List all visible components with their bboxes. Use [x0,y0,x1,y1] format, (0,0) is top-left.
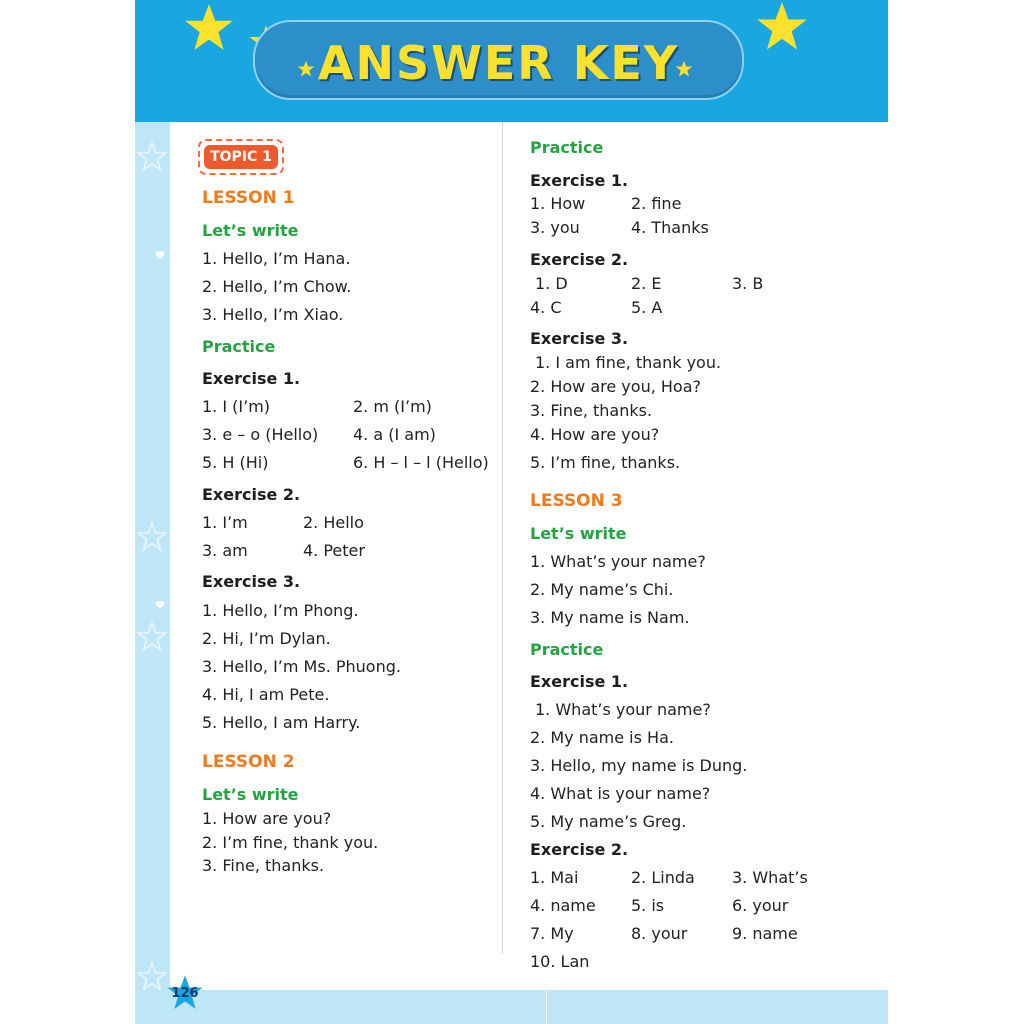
answer-item: 3. Fine, thanks. [530,401,653,420]
answer-item: 4. Hi, I am Pete. [202,685,330,704]
answer-item: 3. Hello, I’m Ms. Phuong. [202,657,401,676]
page-number: 126 [171,986,199,1001]
answer-item: 1. Hello, I’m Phong. [202,601,359,620]
answer-item: 3. Hello, my name is Dung. [530,756,748,775]
answer-item: 2. E [631,274,662,293]
column-divider [502,122,503,954]
answer-item: 3. you [530,218,580,237]
answer-item: 10. Lan [530,952,590,971]
exercise-heading: Exercise 1. [530,672,629,691]
answer-item: 1. I am fine, thank you. [535,353,722,372]
page-title: ANSWER KEY [317,36,680,90]
answer-item: 1. I (I’m) [202,397,271,416]
answer-item: 3. B [732,274,764,293]
answer-item: 4. a (I am) [353,425,436,444]
star-icon [755,0,809,54]
heart-icon [155,250,165,260]
lesson-heading: LESSON 1 [202,188,295,208]
answer-item: 2. Hello, I’m Chow. [202,277,352,296]
section-heading: Let’s write [530,524,627,543]
topic-label: TOPIC 1 [204,145,278,169]
answer-item: 5. H (Hi) [202,453,269,472]
star-outline-icon [137,622,167,652]
answer-item: 3. Fine, thanks. [202,856,325,875]
lesson-heading: LESSON 2 [202,752,295,772]
heart-icon [155,600,165,610]
title-pill [253,20,744,100]
answer-item: 5. is [631,896,665,915]
answer-item: 6. H – l – l (Hello) [353,453,489,472]
answer-item: 8. your [631,924,688,943]
answer-item: 4. Thanks [631,218,709,237]
answer-item: 1. Hello, I’m Hana. [202,249,351,268]
section-heading: Let’s write [202,221,299,240]
star-outline-icon [137,142,167,172]
exercise-heading: Exercise 2. [530,840,629,859]
page-number-badge [165,974,205,1010]
topic-badge [198,139,284,175]
answer-item: 5. My name’s Greg. [530,812,687,831]
answer-item: 5. A [631,298,663,317]
answer-item: 3. Hello, I’m Xiao. [202,305,344,324]
star-icon [183,2,235,54]
answer-item: 2. m (I’m) [353,397,432,416]
header-banner [135,0,888,122]
answer-item: 3. am [202,541,248,560]
answer-item: 4. C [530,298,562,317]
answer-item: 2. Hello [303,513,364,532]
answer-key-page [135,0,888,1024]
answer-item: 9. name [732,924,798,943]
section-heading: Practice [202,337,276,356]
star-outline-icon [137,522,167,552]
answer-item: 1. What’s your name? [535,700,711,719]
answer-item: 1. I’m [202,513,248,532]
exercise-heading: Exercise 3. [202,572,301,591]
answer-item: 4. How are you? [530,425,660,444]
section-heading: Practice [530,640,604,659]
exercise-heading: Exercise 1. [202,369,301,388]
answer-item: 4. Peter [303,541,365,560]
bottom-divider [546,990,547,1024]
exercise-heading: Exercise 2. [530,250,629,269]
answer-item: 1. How [530,194,586,213]
answer-item: 2. I’m fine, thank you. [202,833,379,852]
section-heading: Practice [530,138,604,157]
answer-item: 3. What’s [732,868,808,887]
star-outline-icon [137,962,167,992]
lesson-heading: LESSON 3 [530,491,623,511]
answer-item: 2. My name is Ha. [530,728,674,747]
answer-item: 6. your [732,896,789,915]
answer-item: 3. My name is Nam. [530,608,690,627]
answer-item: 7. My [530,924,574,943]
answer-item: 2. Linda [631,868,695,887]
answer-item: 1. How are you? [202,809,332,828]
answer-item: 2. fine [631,194,682,213]
bottom-strip [135,990,888,1024]
answer-item: 5. Hello, I am Harry. [202,713,361,732]
exercise-heading: Exercise 2. [202,485,301,504]
answer-item: 1. What’s your name? [530,552,706,571]
side-decoration [135,122,170,1024]
answer-item: 2. How are you, Hoa? [530,377,701,396]
exercise-heading: Exercise 3. [530,329,629,348]
answer-item: 2. My name’s Chi. [530,580,674,599]
section-heading: Let’s write [202,785,299,804]
answer-item: 1. D [535,274,568,293]
answer-item: 1. Mai [530,868,579,887]
exercise-heading: Exercise 1. [530,171,629,190]
answer-item: 5. I’m fine, thanks. [530,453,681,472]
answer-item: 3. e – o (Hello) [202,425,319,444]
answer-item: 2. Hi, I’m Dylan. [202,629,331,648]
answer-item: 4. name [530,896,596,915]
answer-item: 4. What is your name? [530,784,711,803]
